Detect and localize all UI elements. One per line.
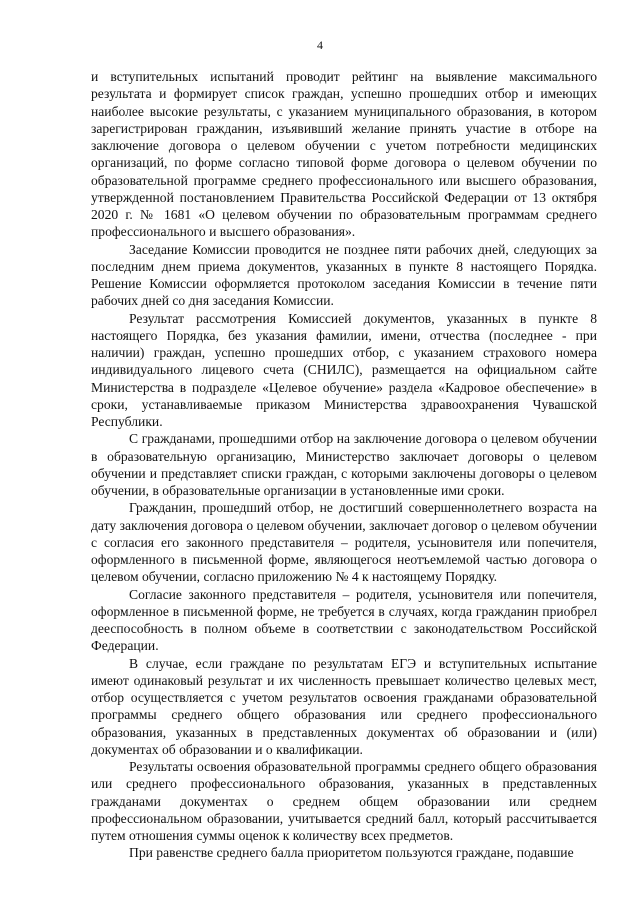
- page-number: 4: [317, 38, 323, 52]
- paragraph: Результаты освоения образовательной программы среднего общего образования или среднего профессионального образования, указанных в представленных гражданами документах о среднем общем образовании или среднем профессиональном образовании, учитывается средний балл, который рассчитывается путем отношения суммы оценок к количеству всех предметов.: [91, 759, 597, 843]
- paragraph: В случае, если граждане по результатам ЕГЭ и вступительных испытание имеют одинаковый результат и их численность превышает количество целевых мест, отбор осуществляется с учетом результатов освоения гражданами образовательной программы среднего общего образования или среднего профессионального образования, указанных в представленных документах об образовании и (или) документах об образовании и о квалификации.: [91, 655, 597, 757]
- paragraph: и вступительных испытаний проводит рейтинг на выявление максимального результата и формирует список граждан, успешно прошедших отбор и имеющих наиболее высокие результаты, с указанием муниципального образования, в котором зарегистрирован гражданин, изъявивший желание принять участие в отборе на заключение договора о целевом обучении с учетом потребности медицинских организаций, по форме согласно типовой форме договора о целевом обучении по образовательной программе среднего профессионального или высшего образования, утвержденной постановлением Правительства Российской Федерации от 13 октября 2020 г. № 1681 «О целевом обучении по образовательным программам среднего профессионального и высшего образования».: [91, 69, 597, 240]
- paragraph: При равенстве среднего балла приоритетом пользуются граждане, подавшие: [129, 845, 574, 861]
- paragraph: Результат рассмотрения Комиссией документов, указанных в пункте 8 настоящего Порядка, без указания фамилии, имени, отчества (последнее - при наличии) граждан, успешно прошедших отбор, с указанием страхового номера индивидуального лицевого счета (СНИЛС), размещается на официальном сайте Министерства в подразделе «Целевое обучение» раздела «Кадровое обеспечение» в сроки, устанавливаемые приказом Министерства здравоохранения Чувашской Республики.: [91, 310, 597, 429]
- paragraph: Заседание Комиссии проводится не позднее пяти рабочих дней, следующих за последним днем приема документов, указанных в пункте 8 настоящего Порядка. Решение Комиссии оформляется протоколом заседания Комиссии в течение пяти рабочих дней со дня заседания Комиссии.: [91, 241, 597, 309]
- document-body: [91, 68, 597, 862]
- paragraph: Гражданин, прошедший отбор, не достигший совершеннолетнего возраста на дату заключения договора о целевом обучении, заключает договор о целевом обучении с согласия его законного представителя – родителя, усыновителя или попечителя, оформленного в письменной форме, являющегося неотъемлемой частью договора о целевом обучении, согласно приложению № 4 к настоящему Порядку.: [91, 500, 597, 585]
- paragraph: С гражданами, прошедшими отбор на заключение договора о целевом обучении в образовательную организацию, Министерство заключает договоры о целевом обучении и представляет списки граждан, с которыми заключены договоры о целевом обучении, в образовательные организации в установленные ими сроки.: [91, 431, 597, 498]
- paragraph: Согласие законного представителя – родителя, усыновителя или попечителя, оформленное в письменной форме, не требуется в случаях, когда гражданин приобрел дееспособность в полном объеме в соответствии с законодательством Российской Федерации.: [91, 586, 597, 654]
